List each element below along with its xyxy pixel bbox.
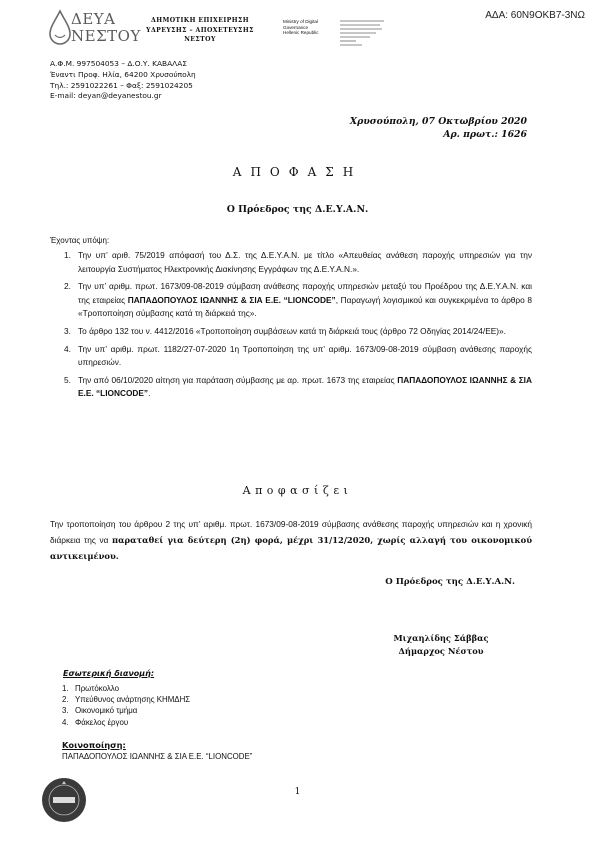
- company-name: ΠΑΠΑΔΟΠΟΥΛΟΣ ΙΩΑΝΝΗΣ & ΣΙΑ Ε.Ε. “LIONCODE”: [127, 294, 336, 305]
- item-text: Την υπ’ αριθμ. πρωτ. 1182/27-07-2020 1η Τροποποίηση της υπ’ αριθμ. 1673/09-08-2019 σύμβαση ανάθεσης παροχής υπηρεσιών.: [78, 343, 532, 368]
- list-item: [62, 694, 190, 705]
- contact-afm: Α.Φ.Μ. 997504053 – Δ.Ο.Υ. ΚΑΒΑΛΑΣ: [50, 59, 187, 68]
- president-title: Ο Πρόεδρος της Δ.Ε.Υ.Α.Ν.: [385, 577, 515, 587]
- notify-title: Κοινοποίηση:: [62, 740, 126, 750]
- notify-recipient: ΠΑΠΑΔΟΠΟΥΛΟΣ ΙΩΑΝΝΗΣ & ΣΙΑ Ε.Ε. “LIONCODE”: [62, 752, 253, 761]
- item-text: Υπεύθυνος ανάρτησης ΚΗΜΔΗΣ: [75, 695, 191, 705]
- organization-name: [130, 16, 270, 45]
- item-number: 4.: [64, 343, 71, 354]
- item-text: Το άρθρο 132 του ν. 4412/2016 «Τροποποίηση συμβάσεων κατά τη διάρκειά τους (άρθρο 72 Οδηγίας 2014/24/ΕΕ)».: [78, 325, 506, 336]
- item-number: 1.: [62, 684, 69, 693]
- list-item: [50, 325, 532, 339]
- list-item: [50, 280, 532, 321]
- digital-signature-block: [340, 19, 386, 48]
- ada-code: ΑΔΑ: 60Ν9ΟΚΒ7-3ΝΩ: [485, 10, 585, 21]
- contact-phone: Τηλ.: 2591022261 – Φαξ: 2591024205: [50, 80, 193, 90]
- list-item: [62, 705, 190, 716]
- item-number: 2.: [62, 695, 69, 705]
- ministry-line1: Ministry of Digital: [283, 19, 318, 24]
- item-text: Την υπ’ αριθ. 75/2019 απόφασή του Δ.Σ. της Δ.Ε.Υ.Α.Ν. με τίτλο «Απευθείας ανάθεση παροχής υπηρεσιών για την λειτουργία Συστήματος Ηλεκτρονικής Διακίνησης Εγγράφων της Δ.Ε.Υ.Α.Ν.».: [78, 250, 532, 274]
- document-title: ΑΠΟΦΑΣΗ: [232, 165, 363, 179]
- ministry-line3: Hellenic Republic: [283, 30, 319, 36]
- deyan-logo: [47, 9, 141, 47]
- contact-address: Έναντι Προφ. Ηλία, 64200 Χρυσούπολη: [50, 69, 196, 79]
- item-number: 3.: [64, 325, 71, 336]
- ministry-stamp: [283, 19, 319, 36]
- item-number: 4.: [62, 717, 69, 727]
- item-number: 3.: [62, 706, 69, 716]
- item-text: .: [148, 388, 151, 399]
- list-item: [62, 717, 190, 728]
- contact-info: [50, 59, 196, 102]
- considering-heading: Έχοντας υπόψη:: [50, 236, 110, 245]
- item-text: Φάκελος έργου: [75, 717, 129, 727]
- item-number: 1.: [64, 250, 71, 260]
- decision-bold-part: παραταθεί για δεύτερη (2η) φορά, μέχρι 31/12/2020, χωρίς αλλαγή του οικονομικού αντικειμένου.: [50, 535, 533, 561]
- item-text: Την υπ’ αριθμ. πρωτ. 1673/09-08-2019 σύμβαση ανάθεσης παροχής υπηρεσιών μεταξύ του Προέδρου της Δ.Ε.Υ.Α.Ν. και της εταιρείας: [78, 281, 532, 305]
- document-subtitle: Ο Πρόεδρος της Δ.Ε.Υ.Α.Ν.: [226, 204, 369, 215]
- contact-email: E-mail: deyan@deyanestou.gr: [50, 91, 162, 101]
- item-text: Την από 06/10/2020 αίτηση για παράταση σύμβασης με αρ. πρωτ. 1673 της εταιρείας: [78, 374, 398, 385]
- item-number: 5.: [64, 374, 71, 385]
- water-drop-icon: [47, 9, 73, 47]
- company-name: ΠΑΠΑΔΟΠΟΥΛΟΣ ΙΩΑΝΝΗΣ & ΣΙΑ Ε.Ε. “LIONCODE”: [78, 374, 532, 399]
- signer-name: Μιχαηλίδης Σάββας: [393, 633, 489, 643]
- item-text: Πρωτόκολλο: [75, 684, 119, 693]
- item-text: Οικονομικό τμήμα: [75, 706, 138, 716]
- decides-heading: Αποφασίζει: [242, 484, 353, 497]
- logo-line2: ΝΕΣΤΟΥ: [71, 27, 141, 45]
- list-item: [50, 374, 532, 401]
- list-item: [50, 343, 532, 370]
- decision-text: [50, 516, 532, 564]
- list-item: [62, 683, 190, 694]
- org-line2: ΥΔΡΕΥΣΗΣ – ΑΠΟΧΕΤΕΥΣΗΣ: [146, 26, 254, 34]
- date-line: Χρυσούπολη, 07 Οκτωβρίου 2020: [349, 116, 527, 127]
- signer-block: [381, 632, 501, 658]
- digital-signature-image: [340, 19, 386, 47]
- distribution-title: Εσωτερική διανομή:: [63, 669, 155, 678]
- list-item: [50, 249, 532, 276]
- protocol-number: Αρ. πρωτ.: 1626: [443, 129, 527, 140]
- certification-seal-icon: [40, 776, 88, 824]
- item-number: 2.: [64, 281, 71, 292]
- distribution-list: [62, 683, 190, 728]
- item-text: , Παραγωγή λογισμικού και συγκεκριμένα το άρθρο 8 «Τροποποίηση σύμβασης κατά τη διάρκειά της».: [78, 294, 532, 319]
- ministry-line2: Governance: [283, 24, 309, 30]
- signer-role: Δήμαρχος Νέστου: [398, 646, 484, 656]
- logo-line1: ΔΕΥΑ: [71, 10, 116, 28]
- org-line3: ΝΕΣΤΟΥ: [184, 36, 216, 43]
- page-number: 1: [294, 787, 301, 797]
- decision-text-part: Την τροποποίηση του άρθρου 2 της υπ’ αριθμ. πρωτ. 1673/09-08-2019 σύμβασης ανάθεσης παροχής υπηρεσιών και η χρονική διάρκεια της να: [50, 519, 532, 545]
- org-line1: ΔΗΜΟΤΙΚΗ ΕΠΙΧΕΙΡΗΣΗ: [151, 17, 249, 24]
- date-block: [350, 115, 527, 141]
- considerations-list: [50, 249, 532, 405]
